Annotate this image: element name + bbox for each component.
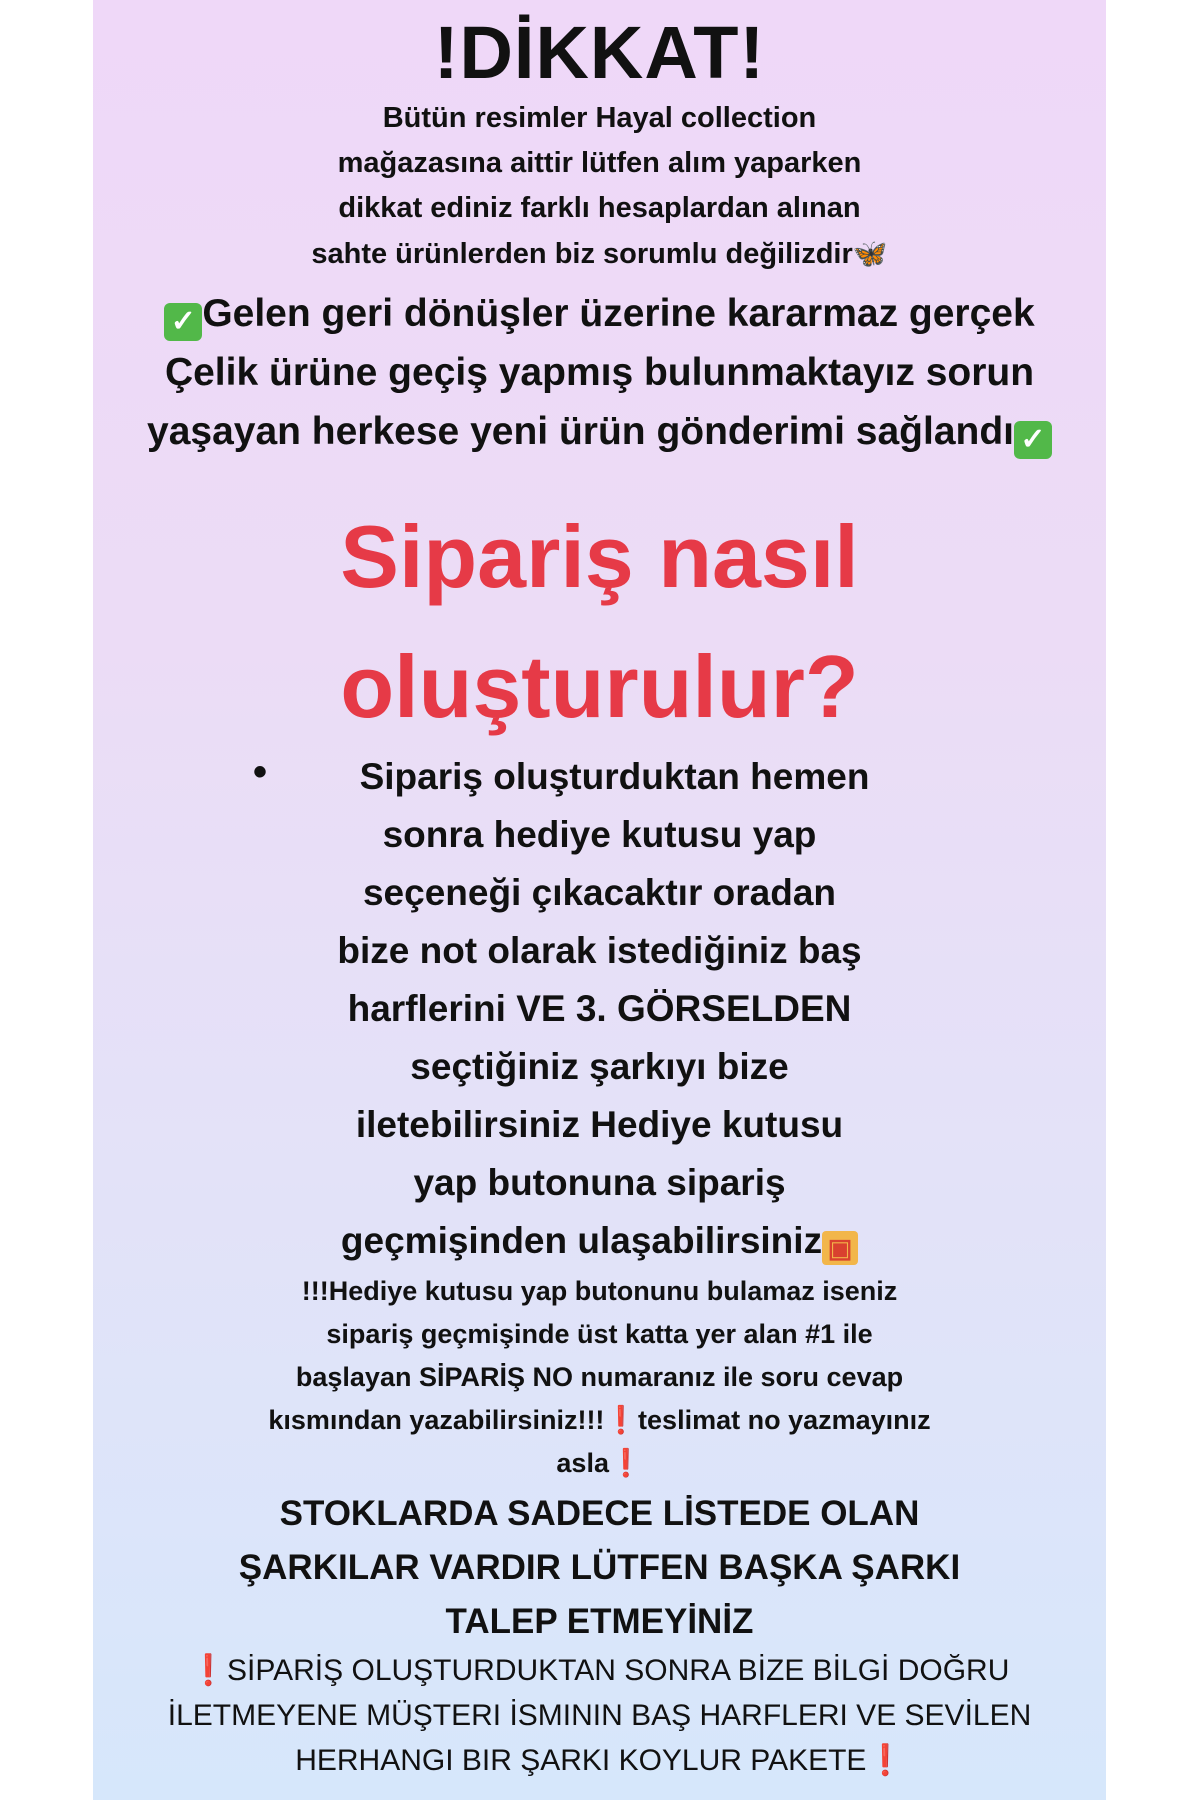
steps-block — [93, 748, 1106, 1270]
step-line: seçeneği çıkacaktır oradan — [362, 872, 837, 913]
info-panel — [93, 0, 1106, 1800]
final-line: İLETMEYENE MÜŞTERI İSMININ BAŞ HARFLERI VE SEVİLEN — [167, 1699, 1032, 1732]
step-line: yap butonuna sipariş — [413, 1162, 786, 1203]
check-icon: ✓ — [1014, 421, 1052, 459]
check-icon: ✓ — [164, 303, 202, 341]
exclamation-icon: ❗ — [189, 1654, 227, 1687]
step-line: geçmişinden ulaşabilirsiniz ▣ — [93, 1212, 1106, 1270]
step-line: sonra hediye kutusu yap — [382, 814, 817, 855]
bullet-icon: • — [253, 750, 268, 794]
update-line: ✓ Gelen geri dönüşler üzerine kararmaz gerçek — [93, 284, 1106, 343]
warning-block — [93, 96, 1106, 277]
warning-line: sahte ürünlerden biz sorumlu değilizdir🦋 — [311, 238, 888, 270]
update-line: Çelik ürüne geçiş yapmış bulunmaktayız sorun — [164, 351, 1035, 394]
heading-line: Sipariş nasıl — [340, 507, 859, 606]
final-line: ❗SİPARİŞ OLUŞTURDUKTAN SONRA BİZE BİLGİ DOĞRU — [189, 1654, 1010, 1687]
warning-line: Bütün resimler Hayal collection — [382, 102, 817, 134]
note-line: !!!Hediye kutusu yap butonunu bulamaz iseniz — [301, 1276, 898, 1306]
step-line: Sipariş oluşturduktan hemen — [359, 756, 870, 797]
page-title: !DİKKAT! — [433, 11, 766, 94]
exclamation-icon: ❗ — [608, 1448, 643, 1478]
step-line: bize not olarak istediğiniz baş — [337, 930, 862, 971]
stock-block — [93, 1487, 1106, 1649]
stock-line: TALEP ETMEYİNİZ — [445, 1602, 754, 1641]
note-line: asla❗ — [556, 1448, 643, 1478]
step-line: iletebilirsiniz Hediye kutusu — [355, 1104, 844, 1145]
stock-line: ŞARKILAR VARDIR LÜTFEN BAŞKA ŞARKI — [238, 1548, 961, 1587]
gift-icon: ▣ — [822, 1231, 858, 1265]
exclamation-icon: ❗ — [604, 1405, 639, 1435]
heading-line: oluşturulur? — [340, 637, 859, 736]
final-line: HERHANGI BIR ŞARKI KOYLUR PAKETE❗ — [295, 1744, 904, 1777]
note-block — [93, 1270, 1106, 1485]
update-line: yaşayan herkese yeni ürün gönderimi sağlandı ✓ — [93, 402, 1106, 461]
note-line: sipariş geçmişinde üst katta yer alan #1 ile — [326, 1319, 873, 1349]
final-block — [93, 1648, 1106, 1783]
note-line: kısmından yazabilirsiniz!!!❗teslimat no yazmayınız — [268, 1405, 931, 1435]
step-line: seçtiğiniz şarkıyı bize — [410, 1046, 789, 1087]
step-line: harflerini VE 3. GÖRSELDEN — [347, 988, 852, 1029]
stock-line: STOKLARDA SADECE LİSTEDE OLAN — [279, 1494, 920, 1533]
how-to-order-heading — [93, 492, 1106, 752]
butterfly-icon: 🦋 — [852, 238, 888, 269]
warning-line: mağazasına aittir lütfen alım yaparken — [337, 147, 862, 179]
exclamation-icon: ❗ — [866, 1744, 904, 1777]
warning-line: dikkat ediniz farklı hesaplardan alınan — [338, 192, 861, 224]
note-line: başlayan SİPARİŞ NO numaranız ile soru cevap — [295, 1362, 904, 1392]
update-block — [93, 284, 1106, 461]
